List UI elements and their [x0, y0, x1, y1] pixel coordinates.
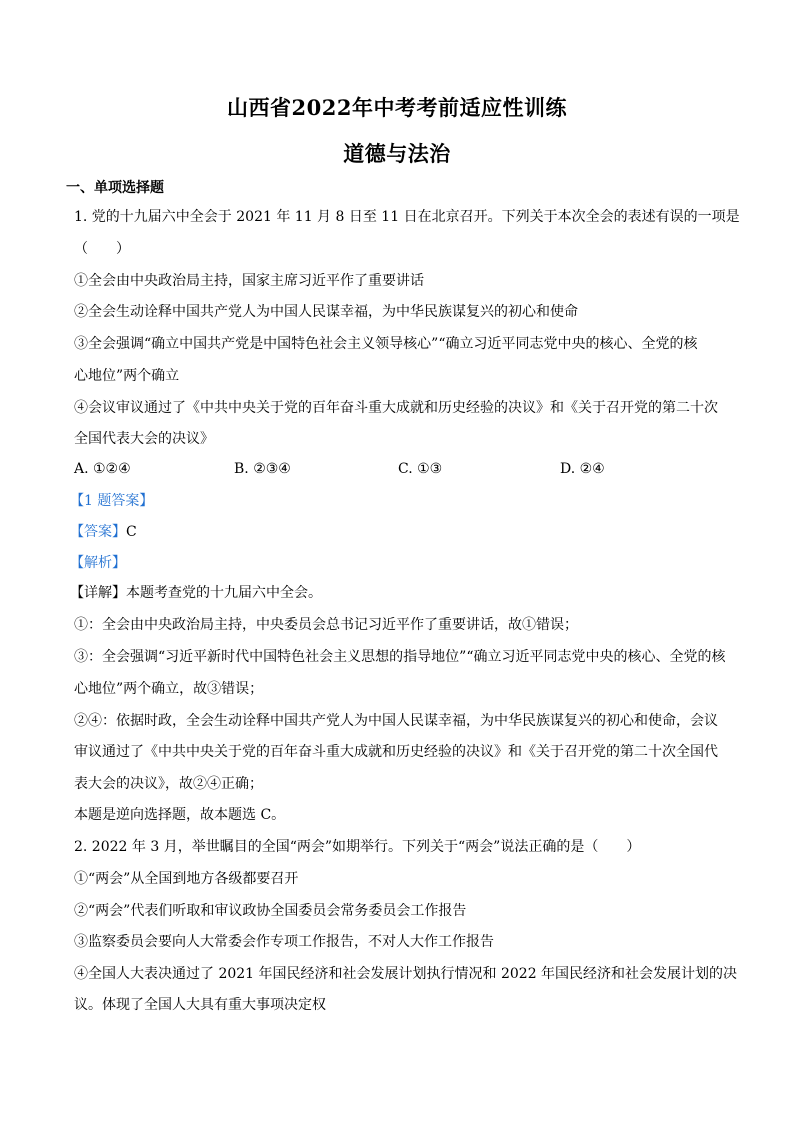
q1-option-b: B. ②③④: [234, 461, 291, 477]
q1-statement-4-line2: 全国代表大会的决议》: [74, 431, 214, 447]
q1-answer-tag: 【1 题答案】: [70, 493, 154, 509]
q1-statement-4-line1: ④会议审议通过了《中共中央关于党的百年奋斗重大成就和历史经验的决议》和《关于召开党的第二十次: [74, 400, 718, 416]
document-title: 山西省2022年中考考前适应性训练: [227, 95, 567, 120]
q1-statement-2: ②全会生动诠释中国共产党人为中国人民谋幸福，为中华民族谋复兴的初心和使命: [74, 304, 578, 320]
q1-option-a: A. ①②④: [74, 461, 131, 477]
q1-statement-1: ①全会由中央政治局主持，国家主席习近平作了重要讲话: [74, 273, 424, 289]
q1-conclusion: 本题是逆向选择题，故本题选 C。: [74, 807, 286, 823]
document-subtitle: 道德与法治: [343, 141, 451, 166]
q2-statement-4-line2: 议。体现了全国人大具有重大事项决定权: [74, 997, 326, 1013]
q1-option-c: C. ①③: [398, 461, 443, 477]
q1-stem-line1: 1. 党的十九届六中全会于 2021 年 11 月 8 日至 11 日在北京召开。下列关于本次全会的表述有误的一项是: [74, 209, 740, 225]
q1-explain-3-line1: ③：全会强调“习近平新时代中国特色社会主义思想的指导地位”“确立习近平同志党中央的核心、全党的核: [74, 649, 726, 665]
detail-label: 【详解】: [70, 585, 126, 601]
q1-explain-24-line1: ②④：依据时政，全会生动诠释中国共产党人为中国人民谋幸福，为中华民族谋复兴的初心和使命，会议: [74, 713, 718, 729]
q1-statement-3-line1: ③全会强调“确立中国共产党是中国特色社会主义领导核心”“确立习近平同志党中央的核心、全党的核: [74, 336, 698, 352]
q2-statement-1: ①“两会”从全国到地方各级都要召开: [74, 871, 299, 887]
q2-statement-3: ③监察委员会要向人大常委会作专项工作报告，不对人大作工作报告: [74, 934, 494, 950]
q1-explain-24-line3: 表大会的决议》，故②④正确；: [74, 776, 263, 792]
q2-statement-2: ②“两会”代表们听取和审议政协全国委员会常务委员会工作报告: [74, 903, 467, 919]
answer-label: 【答案】: [70, 524, 126, 540]
q1-explain-24-line2: 审议通过了《中共中央关于党的百年奋斗重大成就和历史经验的决议》和《关于召开党的第二十次全国代: [74, 744, 718, 760]
q1-option-d: D. ②④: [560, 461, 605, 477]
section-heading: 一、单项选择题: [66, 180, 164, 196]
q1-analysis-tag: 【解析】: [70, 555, 126, 571]
detail-text: 本题考查党的十九届六中全会。: [126, 585, 322, 601]
q2-statement-4-line1: ④全国人大表决通过了 2021 年国民经济和社会发展计划执行情况和 2022 年国民经济和社会发展计划的决: [74, 966, 738, 982]
q1-explain-3-line2: 心地位”两个确立，故③错误；: [74, 681, 264, 697]
q1-detail-row: [70, 583, 730, 603]
q1-statement-3-line2: 心地位”两个确立: [74, 368, 180, 384]
q1-answer-row: [70, 522, 730, 542]
q1-explain-1: ①：全会由中央政治局主持，中央委员会总书记习近平作了重要讲话，故①错误；: [74, 617, 578, 633]
q2-stem: 2. 2022 年 3 月，举世瞩目的全国“两会”如期举行。下列关于“两会”说法正确的是（ ）: [74, 839, 641, 855]
q1-stem-line2: （ ）: [74, 241, 130, 257]
answer-value: C: [126, 524, 137, 540]
